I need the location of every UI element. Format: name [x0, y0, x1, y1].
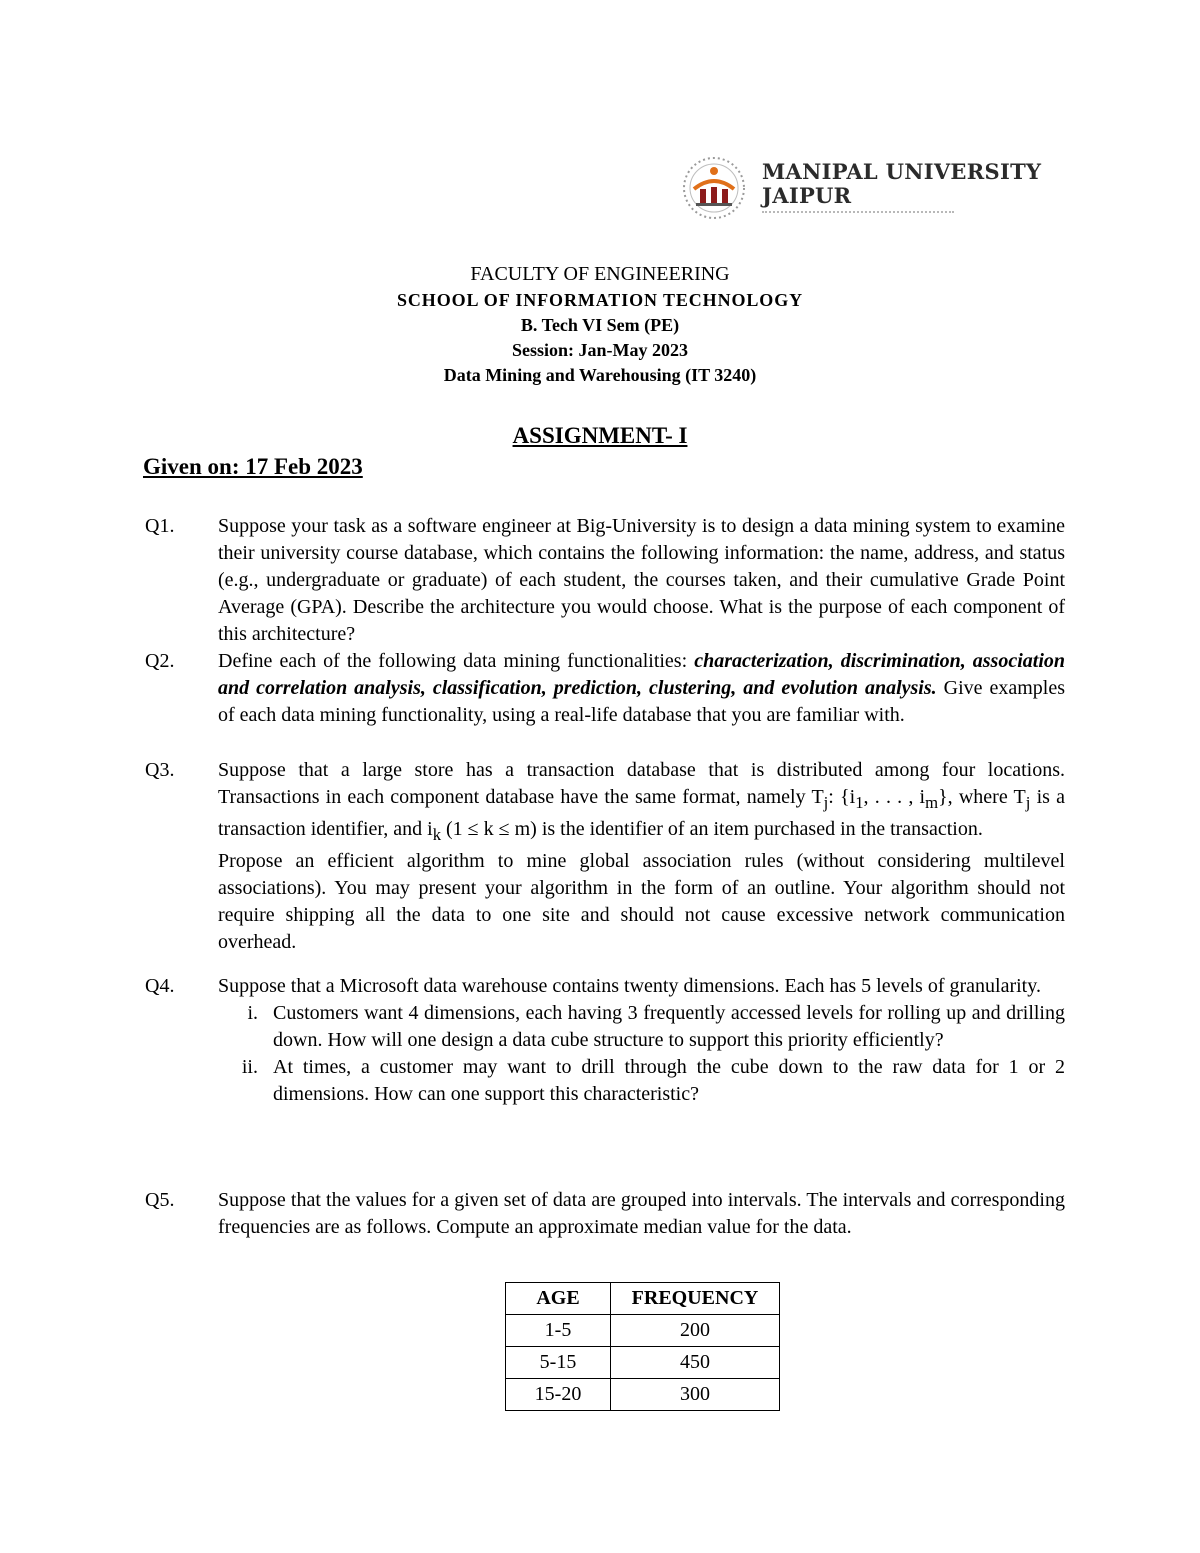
subscript: j	[1025, 793, 1031, 812]
column-header-frequency: FREQUENCY	[611, 1283, 780, 1315]
question-text-part: Define each of the following data mining functionalities:	[218, 650, 695, 672]
sub-question-text: At times, a customer may want to drill through the cube down to the raw data for 1 or 2 dimensions. How can one support this characteristic?	[273, 1056, 1065, 1105]
question-text: Suppose that the values for a given set of data are grouped into intervals. The intervals and corresponding frequencies are as follows. Compute an approximate median value for the data.	[218, 1189, 1065, 1238]
university-emblem-icon	[680, 155, 748, 221]
sub-question-list	[218, 1000, 1065, 1108]
age-cell: 15-20	[506, 1379, 611, 1411]
university-logo	[680, 155, 1060, 225]
question-text-paragraph-2: Propose an efficient algorithm to mine global association rules (without considering multilevel associations). You may present your algorithm in the form of an outline. Your algorithm should not require shipping all the data to one site and should not cause excessive network communication overhead.	[218, 850, 1065, 953]
question-4	[145, 973, 1065, 1108]
subscript: 1	[855, 793, 864, 812]
question-text: Suppose that a Microsoft data warehouse contains twenty dimensions. Each has 5 levels of granularity.	[218, 975, 1041, 997]
table-row	[506, 1347, 780, 1379]
subscript: j	[823, 793, 829, 812]
logo-university-city: JAIPUR	[762, 183, 852, 208]
sub-question-number: i.	[247, 1002, 258, 1024]
sub-question-text: Customers want 4 dimensions, each having 3 frequently accessed levels for rolling up and drilling down. How will one design a data cube structure to support this priority efficiently?	[273, 1002, 1065, 1051]
question-number: Q5.	[145, 1189, 175, 1211]
subject-heading: Data Mining and Warehousing (IT 3240)	[443, 365, 757, 385]
question-3	[145, 757, 1065, 956]
question-text	[218, 648, 1065, 729]
age-cell: 5-15	[506, 1347, 611, 1379]
logo-university-name: MANIPAL UNIVERSITY	[762, 159, 1042, 184]
course-heading: B. Tech VI Sem (PE)	[520, 315, 680, 335]
frequency-cell: 300	[611, 1379, 780, 1411]
logo-tagline	[762, 211, 954, 216]
sub-question-number: ii.	[241, 1056, 258, 1078]
given-on-date: Given on: 17 Feb 2023	[143, 454, 363, 479]
age-cell: 1-5	[506, 1315, 611, 1347]
faculty-heading: FACULTY OF ENGINEERING	[470, 263, 730, 285]
question-text: Suppose your task as a software engineer at Big-University is to design a data mining system to examine their university course database, which contains the following information: the name, address, and status (e.g., undergraduate or graduate) of each student, the courses taken, and their cumulative Grade Point Average (GPA). Describe the architecture you would choose. What is the purpose of each component of this architecture?	[218, 515, 1065, 645]
frequency-cell: 450	[611, 1347, 780, 1379]
question-number: Q2.	[145, 650, 175, 672]
text-part: }, where T	[938, 786, 1026, 808]
column-header-age: AGE	[506, 1283, 611, 1315]
school-heading: SCHOOL OF INFORMATION TECHNOLOGY	[396, 290, 803, 310]
subscript: k	[432, 825, 442, 844]
question-5	[145, 1187, 1065, 1241]
question-text	[218, 757, 1065, 848]
assignment-title: ASSIGNMENT- I	[512, 423, 688, 448]
text-part: , . . . , i	[863, 786, 926, 808]
question-number: Q1.	[145, 515, 175, 537]
question-text-part: Give examples of each data mining functionality, using a real-life database that you are familiar with.	[218, 677, 1066, 726]
session-heading: Session: Jan-May 2023	[511, 340, 688, 360]
question-1	[145, 513, 1065, 648]
table-row	[506, 1379, 780, 1411]
question-2	[145, 648, 1065, 729]
functionalities-list: characterization, discrimination, association and correlation analysis, classification, prediction, clustering, and evolution analysis.	[218, 650, 1066, 699]
text-part: : {i	[828, 786, 856, 808]
subscript: m	[925, 793, 939, 812]
text-part: is a transaction identifier, and i	[218, 786, 1066, 840]
sub-question	[218, 1054, 1065, 1108]
age-frequency-table	[505, 1282, 780, 1411]
question-number: Q4.	[145, 975, 175, 997]
table-header-row	[506, 1283, 780, 1315]
question-number: Q3.	[145, 759, 175, 781]
sub-question	[218, 1000, 1065, 1054]
text-part: (1 ≤ k ≤ m) is the identifier of an item purchased in the transaction.	[441, 818, 983, 840]
frequency-cell: 200	[611, 1315, 780, 1347]
table-row	[506, 1315, 780, 1347]
text-part: Suppose that a large store has a transaction database that is distributed among four locations. Transactions in each component database have the same format, namely T	[218, 759, 1065, 808]
